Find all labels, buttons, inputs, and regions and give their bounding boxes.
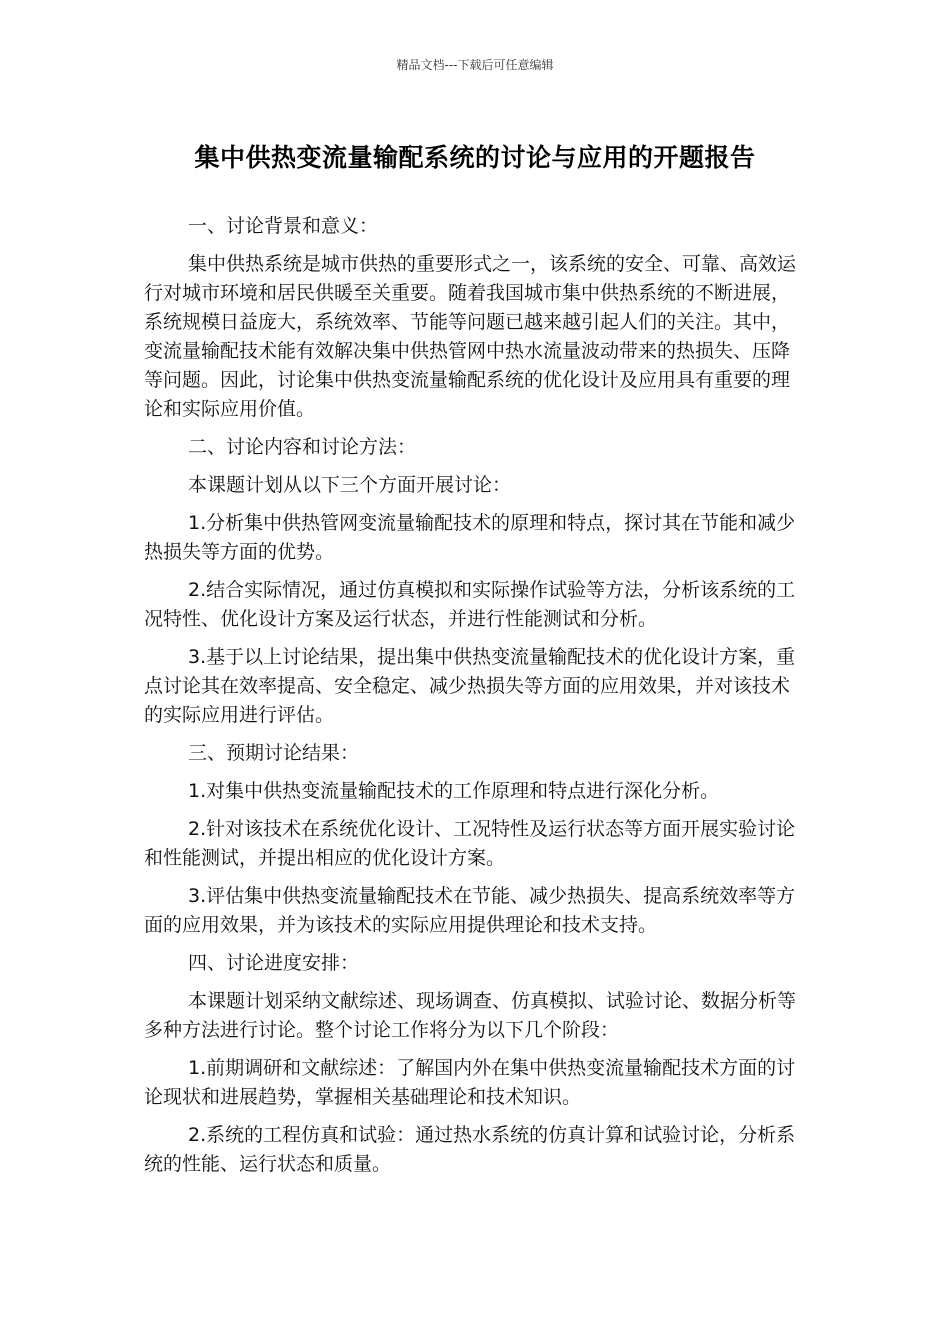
section-heading-expected-results: 三、预期讨论结果：	[188, 742, 360, 764]
paragraph-schedule-intro: 本课题计划采纳文献综述、现场调查、仿真模拟、试验讨论、数据分析等多种方法进行讨论。整个讨论工作将分为以下几个阶段：	[144, 990, 797, 1041]
page-header: 精品文档---下载后可任意编辑	[396, 58, 554, 72]
paragraph-plan-intro: 本课题计划从以下三个方面开展讨论：	[188, 474, 512, 496]
section-heading-schedule: 四、讨论进度安排：	[188, 952, 360, 974]
list-item-stage-2: 2.系统的工程仿真和试验：通过热水系统的仿真计算和试验讨论，分析系统的性能、运行状态和质量。	[144, 1124, 796, 1175]
list-item-method-1: 1.分析集中供热管网变流量输配技术的原理和特点，探讨其在节能和减少热损失等方面的优势。	[144, 512, 796, 563]
paragraph-background: 集中供热系统是城市供热的重要形式之一，该系统的安全、可靠、高效运行对城市环境和居民供暖至关重要。随着我国城市集中供热系统的不断进展，系统规模日益庞大，系统效率、节能等问题已越来越引起人们的关注。其中，变流量输配技术能有效解决集中供热管网中热水流量波动带来的热损失、压降等问题。因此，讨论集中供热变流量输配系统的优化设计及应用具有重要的理论和实际应用价值。	[144, 253, 797, 420]
list-item-result-2: 2.针对该技术在系统优化设计、工况特性及运行状态等方面开展实验讨论和性能测试，并提出相应的优化设计方案。	[144, 818, 796, 869]
section-heading-background: 一、讨论背景和意义：	[188, 215, 379, 237]
list-item-method-2: 2.结合实际情况，通过仿真模拟和实际操作试验等方法，分析该系统的工况特性、优化设计方案及运行状态，并进行性能测试和分析。	[144, 579, 796, 630]
section-heading-content-methods: 二、讨论内容和讨论方法：	[188, 436, 417, 458]
list-item-result-3: 3.评估集中供热变流量输配技术在节能、减少热损失、提高系统效率等方面的应用效果，并为该技术的实际应用提供理论和技术支持。	[144, 885, 796, 936]
document-body	[144, 212, 796, 1188]
list-item-stage-1: 1.前期调研和文献综述：了解国内外在集中供热变流量输配技术方面的讨论现状和进展趋势，掌握相关基础理论和技术知识。	[144, 1057, 796, 1108]
list-item-result-1: 1.对集中供热变流量输配技术的工作原理和特点进行深化分析。	[188, 780, 720, 802]
list-item-method-3: 3.基于以上讨论结果，提出集中供热变流量输配技术的优化设计方案，重点讨论其在效率提高、安全稳定、减少热损失等方面的应用效果，并对该技术的实际应用进行评估。	[144, 646, 796, 726]
document-title: 集中供热变流量输配系统的讨论与应用的开题报告	[194, 143, 756, 172]
